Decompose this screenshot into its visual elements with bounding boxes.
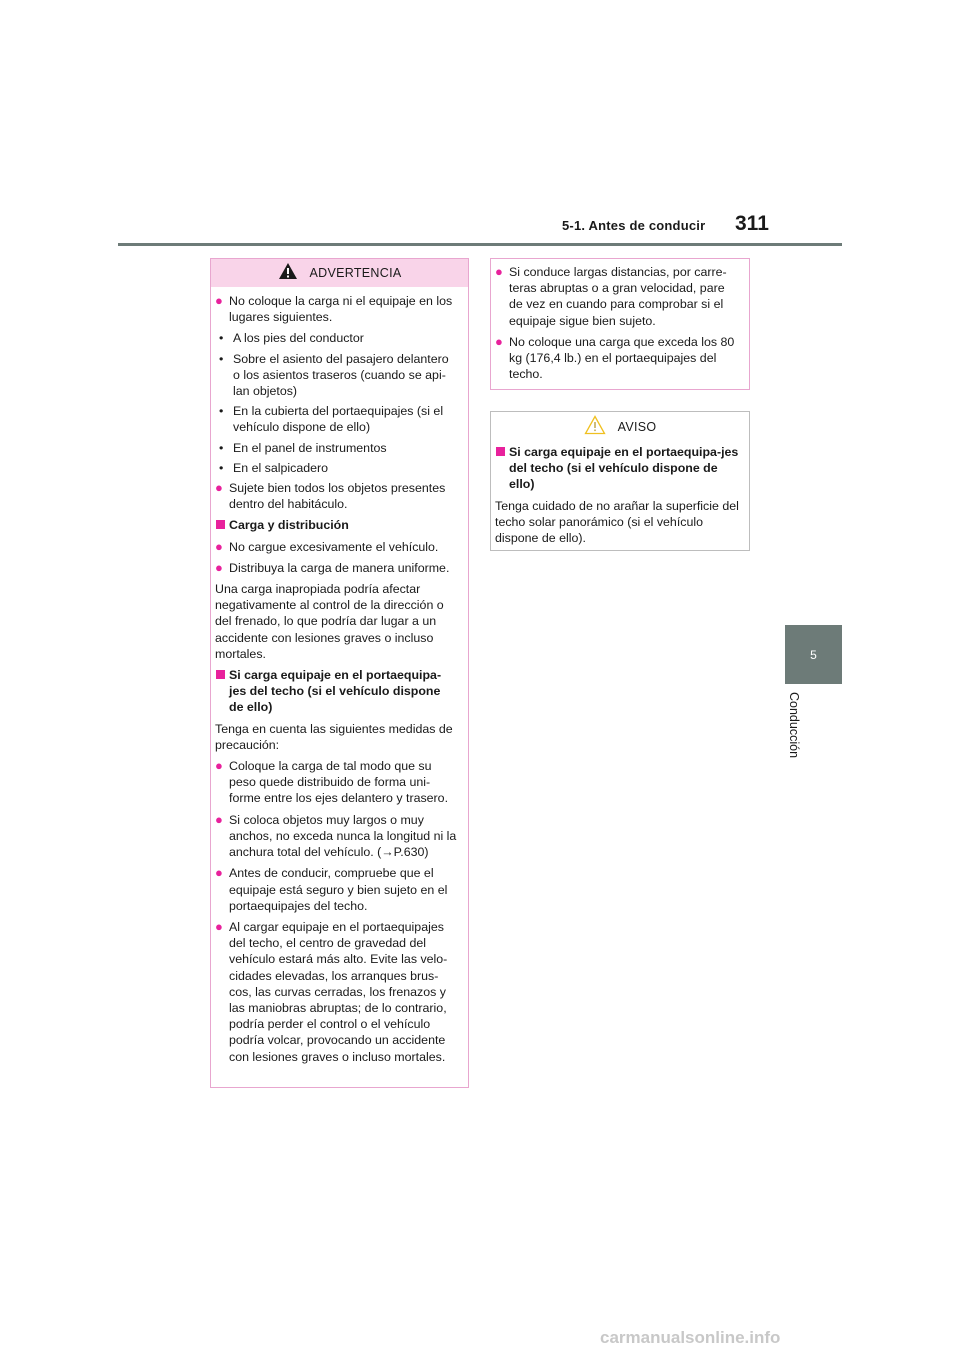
dot-icon: • [219,460,224,475]
paragraph [495,498,739,547]
warning-box-continued [490,258,750,390]
section-heading [215,517,458,533]
bullet-icon: ● [215,865,223,881]
warning-box [210,258,469,1088]
chapter-tab[interactable]: 5 [785,625,842,684]
dot-icon: • [219,404,224,419]
warning-continued-body [491,259,749,395]
block-text: Antes de conducir, compruebe que el equipaje está seguro y bien sujeto en el portaequipajes del techo. [229,866,448,913]
block-text: Sobre el asiento del pasajero delantero o los asientos traseros (cuando se api-lan objetos) [233,351,449,399]
block-text: Si carga equipaje en el portaequipa-jes del techo (si el vehículo dispone de ello) [229,668,442,715]
notice-box [490,411,750,551]
block-text: Una carga inapropiada podría afectar negativamente al control de la dirección o del frenado, lo que podría dar lugar a un accidente con lesiones graves o incluso mortales. [215,582,444,661]
square-icon [215,517,229,533]
list-item [215,351,458,400]
warning-triangle-icon [278,262,298,284]
bullet-icon: ● [495,333,503,349]
block-text: En el panel de instrumentos [233,440,387,455]
section-heading [215,667,458,716]
bullet-icon: ● [215,811,223,827]
bullet-item [215,812,458,861]
block-text: Distribuya la carga de manera uniforme. [229,560,450,575]
paragraph [215,721,458,753]
bullet-icon: ● [215,918,223,934]
square-icon [495,444,509,493]
list-item [215,440,458,456]
block-text: Tenga cuidado de no arañar la superficie del techo solar panorámico (si el vehículo dispone de ello). [495,498,739,546]
notice-box-title [491,412,749,442]
header-section: 5-1. Antes de conducir [562,218,706,233]
block-text: No coloque una carga que exceda los 80 kg (176,4 lb.) en el portaequipajes del techo. [509,334,735,382]
list-item [215,330,458,346]
dot-icon: • [219,331,224,346]
block-text: Si coloca objetos muy largos o muy anchos, no exceda nunca la longitud ni la anchura total del vehículo. (→P.630) [229,812,457,860]
bullet-icon: ● [495,264,503,279]
block-text: Carga y distribución [229,518,349,533]
bullet-icon: ● [215,538,223,554]
notice-box-body [491,442,749,559]
block-text: Tenga en cuenta las siguientes medidas de precaución: [215,721,453,752]
bullet-item [495,334,739,383]
list-item [215,460,458,476]
bullet-item [495,264,739,329]
bullet-item [215,865,458,914]
list-item [215,403,458,435]
warning-box-title [211,259,468,287]
chapter-label: Conducción [787,692,801,759]
header-rule [118,243,842,246]
notice-title-text: AVISO [617,419,657,434]
bullet-item [215,480,458,512]
bullet-item [215,539,458,555]
dot-icon: • [219,351,224,366]
watermark: carmanualsonline.info [600,1328,781,1347]
block-text: A los pies del conductor [233,331,364,346]
caution-triangle-icon [584,415,606,439]
bullet-item [215,560,458,576]
block-text: En el salpicadero [233,460,329,475]
bullet-icon: ● [215,559,223,575]
section-heading [495,444,739,493]
warning-title-text: ADVERTENCIA [309,265,402,280]
block-text: Si conduce largas distancias, por carre-teras abruptas o a gran velocidad, pare de vez en cuando para comprobar si el equipaje sigue bien sujeto. [509,265,727,328]
block-text: No coloque la carga ni el equipaje en los lugares siguientes. [229,294,453,325]
block-text: Al cargar equipaje en el portaequipajes del techo, el centro de gravedad del vehículo estará más alto. Evite las velo-cidades elevadas, los arranques brus-cos, las curvas cerradas, los frenazos y las maniobras abruptas; de lo contrario, podría perder el control o el vehículo podría volcar, provocando un accidente con lesiones graves o incluso mortales. [229,919,448,1064]
paragraph [215,581,458,662]
dot-icon: • [219,440,224,455]
block-text: Si carga equipaje en el portaequipa-jes del techo (si el vehículo dispone de ello) [509,445,739,492]
block-text: Coloque la carga de tal modo que su peso quede distribuido de forma uni-forme entre los ejes delantero y trasero. [229,759,449,806]
block-text: Sujete bien todos los objetos presentes dentro del habitáculo. [229,481,446,512]
warning-box-body [211,287,468,1078]
square-icon [215,667,229,716]
bullet-item [215,758,458,807]
bullet-icon: ● [215,293,223,308]
block-text: No cargue excesivamente el vehículo. [229,539,439,554]
bullet-icon: ● [215,480,223,496]
page-number: 311 [735,212,769,235]
bullet-icon: ● [215,758,223,774]
block-text: En la cubierta del portaequipajes (si el vehículo dispone de ello) [233,404,444,435]
bullet-item [215,293,458,325]
bullet-item [215,919,458,1065]
